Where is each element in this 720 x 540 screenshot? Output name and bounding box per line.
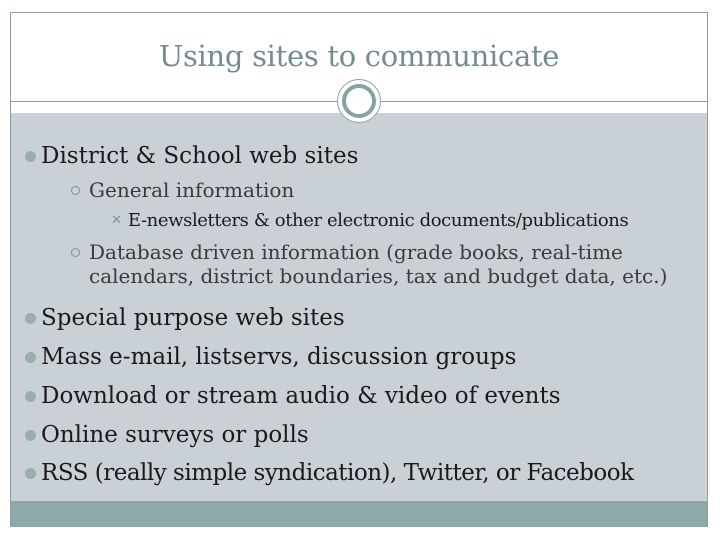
slide-title: Using sites to communicate bbox=[158, 39, 560, 73]
bullet-text: RSS (really simple syndication), Twitter, or Facebook bbox=[41, 460, 634, 486]
bullet-text: District & School web sites bbox=[41, 143, 359, 169]
ring-ornament-icon bbox=[337, 79, 381, 123]
bullet-icon bbox=[25, 468, 36, 479]
bullet-item-l1 bbox=[25, 142, 358, 170]
bullet-item-l1 bbox=[25, 459, 634, 487]
bullet-text: Download or stream audio & video of events bbox=[41, 383, 561, 409]
bullet-text-line: Database driven information (grade books, real-time bbox=[89, 240, 623, 264]
slide bbox=[10, 12, 708, 527]
bullet-icon bbox=[25, 313, 36, 324]
bullet-text-block bbox=[89, 240, 667, 288]
bullet-item-l1 bbox=[25, 382, 561, 410]
hollow-bullet-icon bbox=[71, 248, 80, 257]
bullet-text: Online surveys or polls bbox=[41, 422, 309, 448]
bullet-item-l1 bbox=[25, 304, 345, 332]
bullet-icon bbox=[25, 352, 36, 363]
x-mark-icon: ✕ bbox=[111, 213, 122, 228]
bullet-text: E-newsletters & other electronic documents/publications bbox=[127, 210, 629, 231]
bullet-text: Mass e-mail, listservs, discussion groups bbox=[41, 344, 517, 370]
bullet-item-l3 bbox=[111, 210, 628, 232]
bullet-text: Special purpose web sites bbox=[41, 305, 345, 331]
bullet-item-l2 bbox=[71, 178, 294, 202]
bullet-item-l2 bbox=[71, 240, 667, 288]
bullet-item-l1 bbox=[25, 421, 309, 449]
hollow-bullet-icon bbox=[71, 186, 80, 195]
bullet-icon bbox=[25, 430, 36, 441]
bullet-icon bbox=[25, 391, 36, 402]
bullet-text-line: calendars, district boundaries, tax and budget data, etc.) bbox=[89, 264, 668, 288]
bullet-icon bbox=[25, 151, 36, 162]
bullet-text: General information bbox=[89, 178, 295, 202]
footer-bar bbox=[11, 501, 707, 527]
content-area bbox=[11, 113, 707, 501]
bullet-item-l1 bbox=[25, 343, 516, 371]
ring-inner bbox=[342, 84, 376, 118]
